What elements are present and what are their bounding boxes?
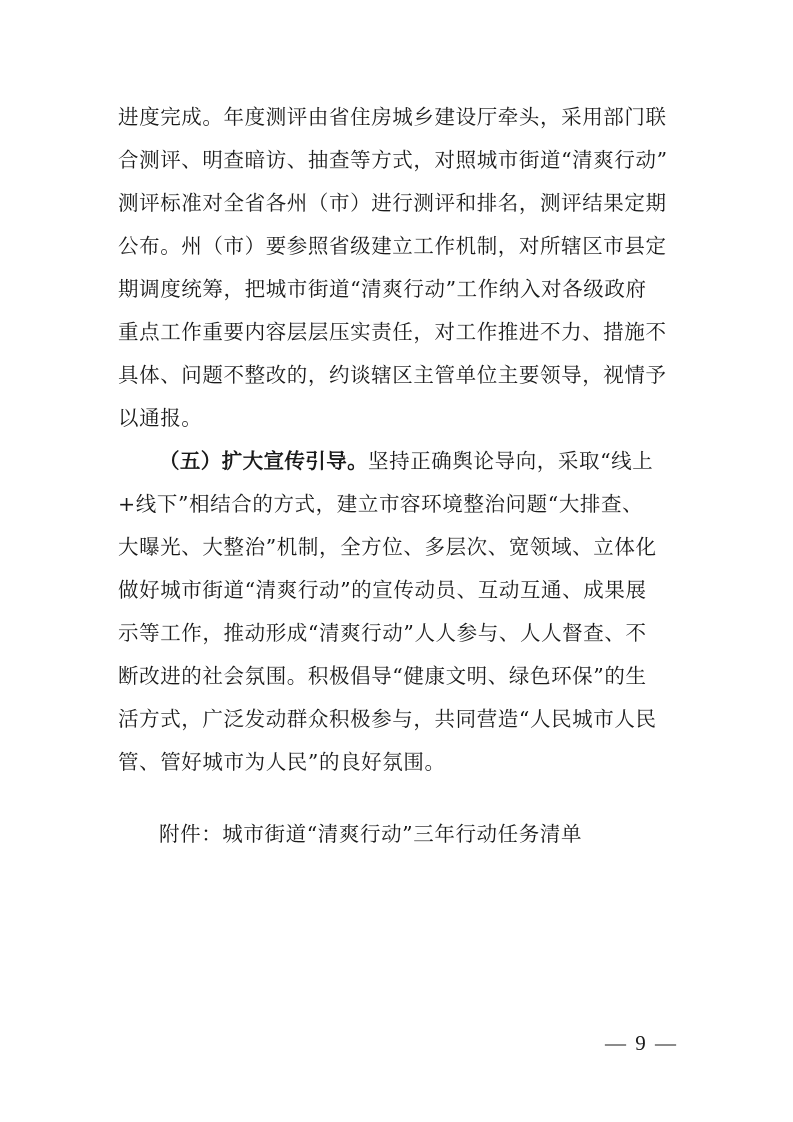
paragraph-line: 期调度统筹，把城市街道“清爽行动”工作纳入对各级政府 [118, 277, 647, 301]
attachment-note: 附件：城市街道“清爽行动”三年行动任务清单 [159, 822, 583, 846]
paragraph-first-line [159, 444, 679, 478]
section-heading: （五）扩大宣传引导。 [159, 449, 368, 473]
paragraph-line: 合测评、明查暗访、抽查等方式，对照城市街道“清爽行动” [118, 148, 668, 172]
paragraph-line: 重点工作重要内容层层压实责任，对工作推进不力、措施不 [118, 320, 667, 344]
paragraph-line: 示等工作，推动形成“清爽行动”人人参与、人人督查、不 [118, 621, 647, 645]
paragraph-line: 公布。州（市）要参照省级建立工作机制，对所辖区市县定 [118, 234, 667, 258]
paragraph-line: 测评标准对全省各州（市）进行测评和排名，测评结果定期 [118, 191, 667, 215]
paragraph-line: +线下”相结合的方式，建立市容环境整治问题“大排查、 [118, 492, 644, 516]
paragraph-text: 坚持正确舆论导向，采取“线上 [368, 449, 654, 473]
paragraph-line: 进度完成。年度测评由省住房城乡建设厅牵头，采用部门联 [118, 105, 667, 129]
paragraph-line: 活方式，广泛发动群众积极参与，共同营造“人民城市人民 [118, 707, 657, 731]
paragraph-line: 具体、问题不整改的，约谈辖区主管单位主要领导，视情予 [118, 363, 667, 387]
paragraph-line: 断改进的社会氛围。积极倡导“健康文明、绿色环保”的生 [118, 664, 647, 688]
paragraph-line: 管、管好城市为人民”的良好氛围。 [118, 750, 446, 774]
paragraph-line: 大曝光、大整治”机制，全方位、多层次、宽领域、立体化 [118, 535, 657, 559]
page-number: — 9 — [605, 1031, 678, 1055]
paragraph-line: 做好城市街道“清爽行动”的宣传动员、互动互通、成果展 [118, 578, 647, 602]
paragraph-line: 以通报。 [118, 406, 203, 430]
